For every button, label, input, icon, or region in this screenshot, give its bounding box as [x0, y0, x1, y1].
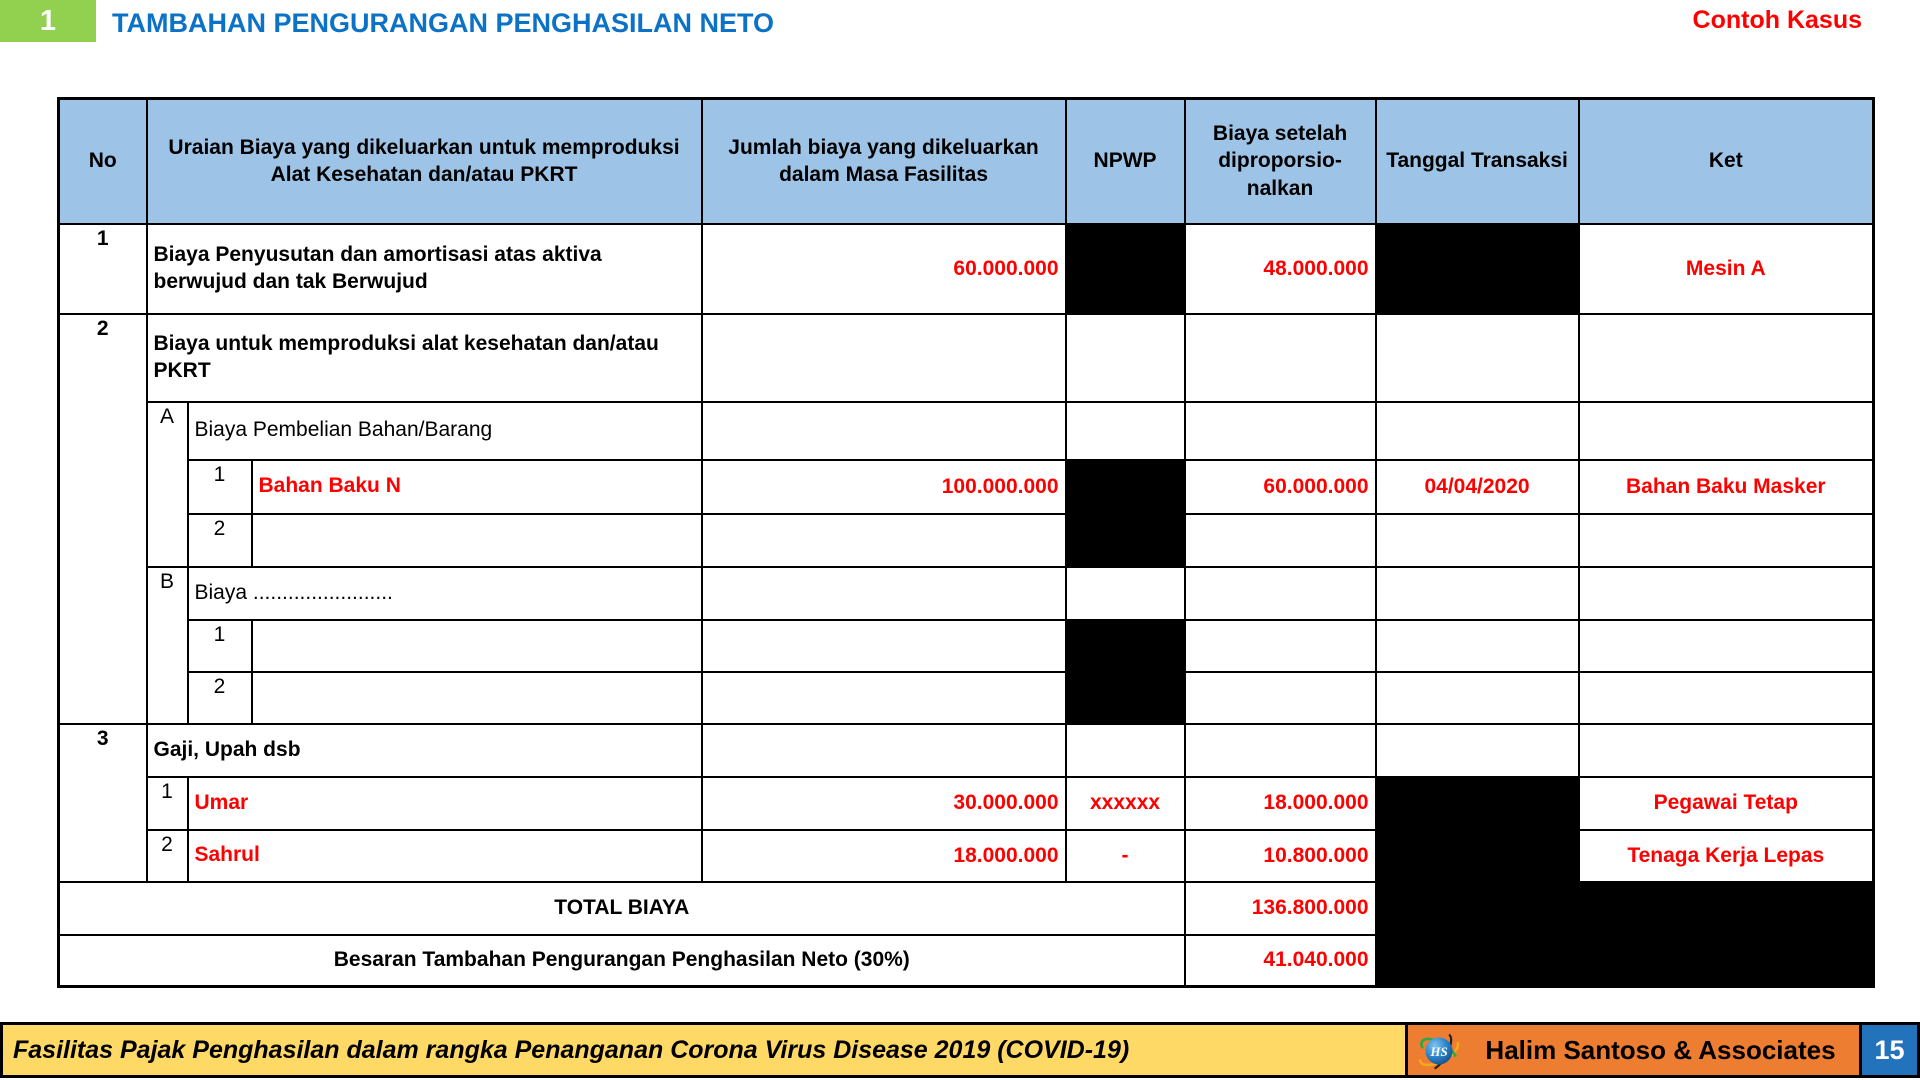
- empty-cell: [702, 514, 1066, 567]
- cell-r9-no: 3: [59, 724, 147, 882]
- cell-r11-label: 2: [147, 830, 188, 882]
- cell-r9-uraian: Gaji, Upah dsb: [147, 724, 702, 777]
- cell-r1-uraian: Biaya Penyusutan dan amortisasi atas aktiva berwujud dan tak Berwujud: [147, 224, 702, 314]
- empty-cell: [1579, 724, 1874, 777]
- slide-number-badge: 1: [0, 0, 96, 42]
- empty-cell: [1376, 402, 1579, 460]
- table-row: [59, 724, 1874, 777]
- empty-cell: [1376, 567, 1579, 620]
- brand-logo-icon: [1416, 1025, 1462, 1075]
- header-cell-no: No: [59, 99, 147, 224]
- table-row: [59, 224, 1874, 314]
- header-cell-jumlah: Jumlah biaya yang dikeluarkan dalam Masa Fasilitas: [702, 99, 1066, 224]
- empty-cell: [1376, 514, 1579, 567]
- cell-r4-biaya-setelah: 60.000.000: [1185, 460, 1376, 514]
- table-row: [59, 314, 1874, 402]
- table-row: [59, 777, 1874, 830]
- cell-total-biaya-setelah: 136.800.000: [1185, 882, 1376, 935]
- cell-r8-label: 2: [188, 672, 252, 724]
- empty-cell: [1185, 402, 1376, 460]
- cell-r2-uraian: Biaya untuk memproduksi alat kesehatan dan/atau PKRT: [147, 314, 702, 402]
- empty-cell: [1066, 724, 1185, 777]
- cell-r6-label: B: [147, 567, 188, 724]
- table-row: [59, 830, 1874, 882]
- empty-cell: [1066, 567, 1185, 620]
- brand-name: Halim Santoso & Associates: [1485, 1034, 1836, 1065]
- page-number: 15: [1862, 1022, 1920, 1078]
- cell-r4-label: 1: [188, 460, 252, 514]
- header-cell-ket: Ket: [1579, 99, 1874, 224]
- cell-r3-label: A: [147, 402, 188, 567]
- cell-r1-no: 1: [59, 224, 147, 314]
- empty-cell: [702, 620, 1066, 672]
- empty-cell: [702, 672, 1066, 724]
- empty-cell: [1579, 567, 1874, 620]
- cell-r1-biaya-setelah: 48.000.000: [1185, 224, 1376, 314]
- table-row: [59, 672, 1874, 724]
- empty-cell: [1376, 620, 1579, 672]
- cell-r10-biaya-setelah: 18.000.000: [1185, 777, 1376, 830]
- footer-topic-text: Fasilitas Pajak Penghasilan dalam rangka Penanganan Corona Virus Disease 2019 (COVID-19): [13, 1035, 1130, 1064]
- empty-cell: [1185, 314, 1376, 402]
- cell-r7-label: 1: [188, 620, 252, 672]
- empty-cell: [1579, 314, 1874, 402]
- empty-cell: [1185, 724, 1376, 777]
- empty-cell: [1066, 314, 1185, 402]
- header-cell-npwp: NPWP: [1066, 99, 1185, 224]
- cell-total-label: TOTAL BIAYA: [59, 882, 1185, 935]
- empty-cell: [702, 567, 1066, 620]
- empty-cell: [1376, 314, 1579, 402]
- empty-cell: [252, 620, 702, 672]
- table-row: [59, 567, 1874, 620]
- cell-r10-ket: Pegawai Tetap: [1579, 777, 1874, 830]
- cell-r4-jumlah: 100.000.000: [702, 460, 1066, 514]
- empty-cell: [1579, 402, 1874, 460]
- footer-topic-bar: [0, 1022, 1408, 1078]
- empty-cell: [252, 672, 702, 724]
- header-cell-tanggal: Tanggal Transaksi: [1376, 99, 1579, 224]
- redacted-tanggal-r1: [1376, 224, 1579, 314]
- table-row: [59, 882, 1874, 935]
- cell-besaran-label: Besaran Tambahan Pengurangan Penghasilan Neto (30%): [59, 935, 1185, 987]
- empty-cell: [1185, 567, 1376, 620]
- cell-r4-ket: Bahan Baku Masker: [1579, 460, 1874, 514]
- empty-cell: [1185, 672, 1376, 724]
- cell-r10-npwp: xxxxxx: [1066, 777, 1185, 830]
- empty-cell: [1579, 514, 1874, 567]
- cell-r10-jumlah: 30.000.000: [702, 777, 1066, 830]
- brand-logo-monogram: HS: [1430, 1044, 1448, 1059]
- table-row: [59, 514, 1874, 567]
- empty-cell: [1579, 620, 1874, 672]
- table-row: [59, 460, 1874, 514]
- empty-cell: [1579, 672, 1874, 724]
- example-case-label: Contoh Kasus: [1692, 6, 1862, 34]
- cell-r11-jumlah: 18.000.000: [702, 830, 1066, 882]
- redacted-tanggal-r10: [1376, 777, 1579, 882]
- redacted-npwp-r7: [1066, 620, 1185, 724]
- cell-r1-ket: Mesin A: [1579, 224, 1874, 314]
- empty-cell: [702, 402, 1066, 460]
- slide-title: TAMBAHAN PENGURANGAN PENGHASILAN NETO: [112, 7, 775, 38]
- cell-r4-tanggal: 04/04/2020: [1376, 460, 1579, 514]
- cell-r11-npwp: -: [1066, 830, 1185, 882]
- redacted-npwp-r1: [1066, 224, 1185, 314]
- header-cell-uraian: Uraian Biaya yang dikeluarkan untuk memproduksi Alat Kesehatan dan/atau PKRT: [147, 99, 702, 224]
- cell-r11-biaya-setelah: 10.800.000: [1185, 830, 1376, 882]
- redacted-total-block: [1376, 882, 1874, 987]
- table-row: [59, 620, 1874, 672]
- cell-r10-uraian: Umar: [188, 777, 702, 830]
- empty-cell: [702, 724, 1066, 777]
- redacted-npwp-r4: [1066, 460, 1185, 567]
- cell-r5-label: 2: [188, 514, 252, 567]
- empty-cell: [1066, 402, 1185, 460]
- footer-brand-bar: [1408, 1022, 1862, 1078]
- cell-r11-ket: Tenaga Kerja Lepas: [1579, 830, 1874, 882]
- cell-r11-uraian: Sahrul: [188, 830, 702, 882]
- cell-besaran-biaya-setelah: 41.040.000: [1185, 935, 1376, 987]
- cell-r10-label: 1: [147, 777, 188, 830]
- empty-cell: [1376, 672, 1579, 724]
- empty-cell: [702, 314, 1066, 402]
- cell-r1-jumlah: 60.000.000: [702, 224, 1066, 314]
- empty-cell: [1376, 724, 1579, 777]
- header-cell-biaya-setelah: Biaya setelah diproporsio-nalkan: [1185, 99, 1376, 224]
- cell-r6-uraian: Biaya ........................: [188, 567, 702, 620]
- table-row: [59, 402, 1874, 460]
- expense-table: [57, 97, 1875, 988]
- cell-r4-uraian: Bahan Baku N: [252, 460, 702, 514]
- empty-cell: [1185, 514, 1376, 567]
- cell-r3-uraian: Biaya Pembelian Bahan/Barang: [188, 402, 702, 460]
- empty-cell: [252, 514, 702, 567]
- cell-r2-no: 2: [59, 314, 147, 724]
- empty-cell: [1185, 620, 1376, 672]
- table-header-row: [59, 99, 1874, 224]
